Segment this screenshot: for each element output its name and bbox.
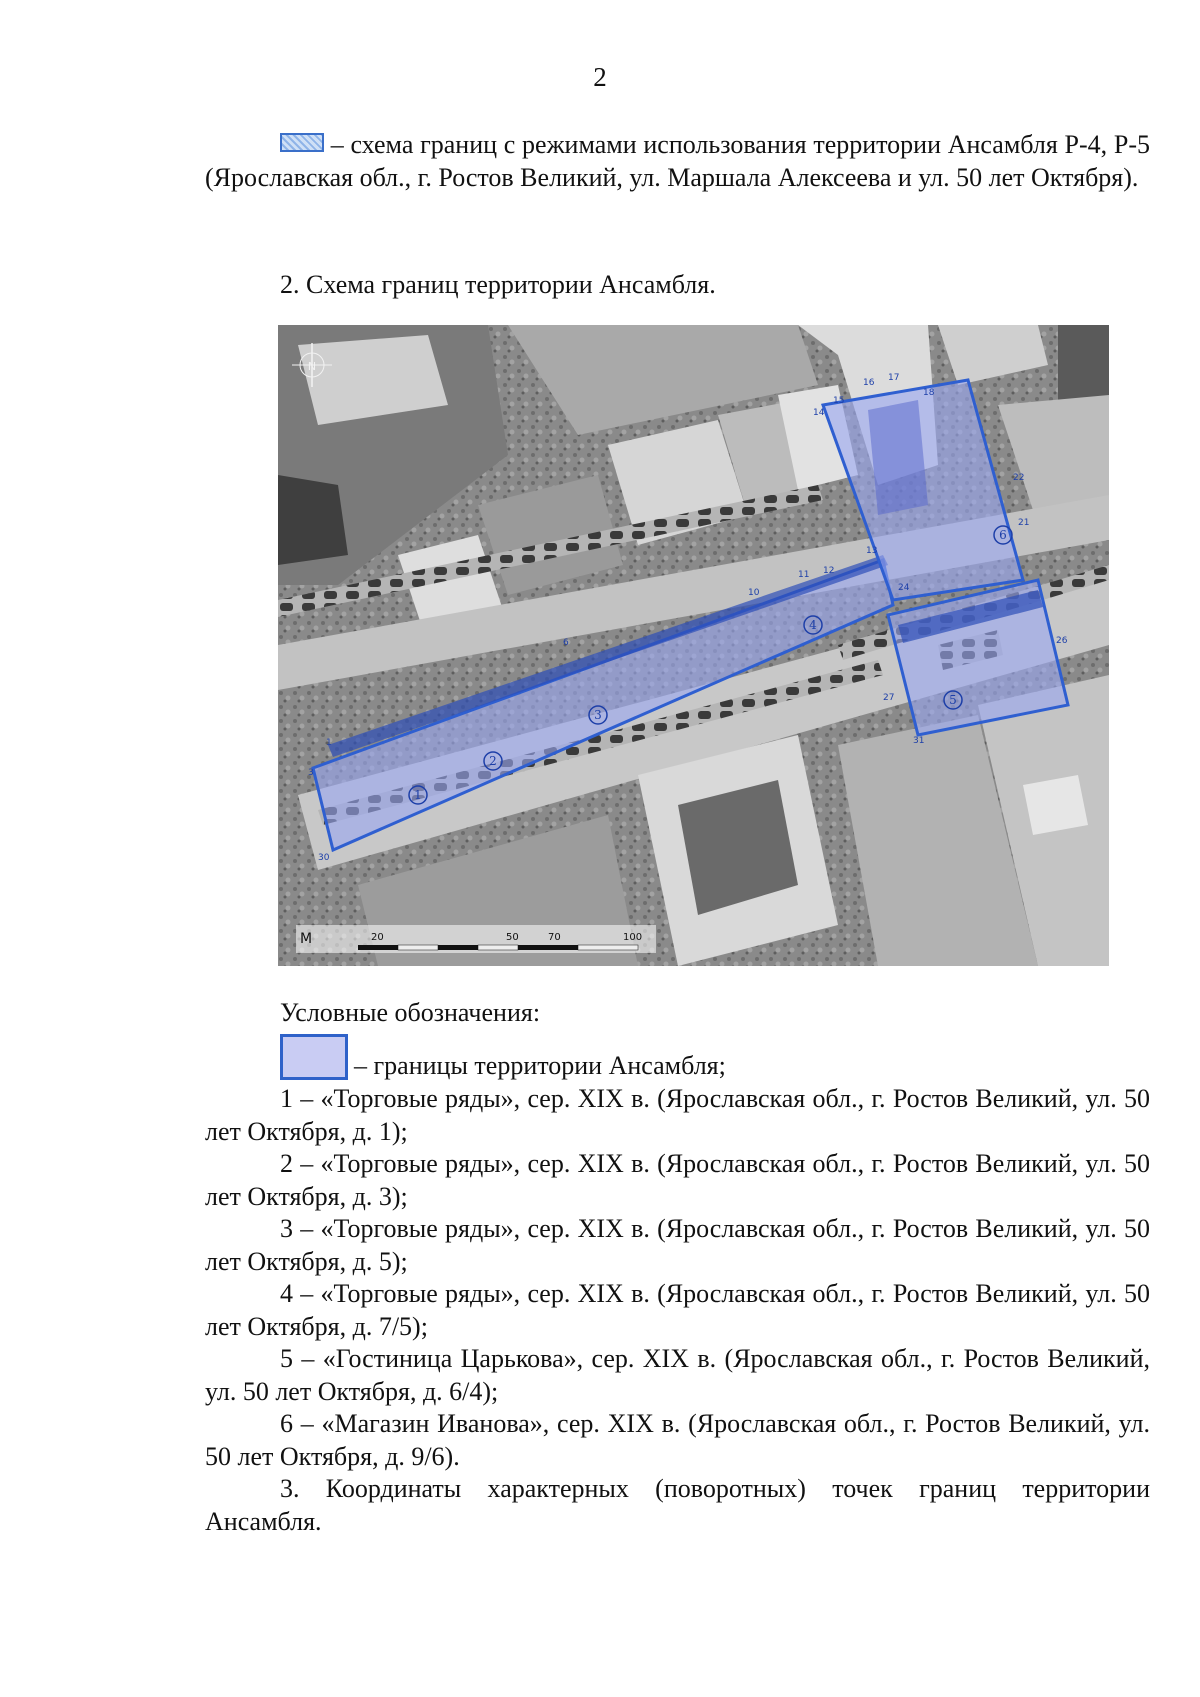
- boundary-point-label: 1: [326, 738, 332, 748]
- boundary-point-label: 30: [318, 853, 330, 863]
- scale-bar: [296, 925, 656, 953]
- boundary-point-label: 6: [563, 638, 569, 648]
- boundary-point-label: 11: [798, 570, 810, 580]
- object-number-label: 3: [594, 708, 602, 722]
- hatched-boundary-swatch-icon: [280, 133, 324, 152]
- boundary-point-label: 24: [898, 583, 910, 593]
- legend-item: 6 – «Магазин Иванова», сер. XIX в. (Ярославская обл., г. Ростов Великий, ул. 50 лет Октября, д. 9/6).: [205, 1409, 1150, 1471]
- object-number-label: 6: [999, 528, 1007, 542]
- boundary-fill-swatch-icon: [280, 1034, 348, 1080]
- scale-label: 50: [506, 932, 519, 943]
- legend-item: 2 – «Торговые ряды», сер. XIX в. (Ярославская обл., г. Ростов Великий, ул. 50 лет Октября, д. 3);: [205, 1149, 1150, 1211]
- boundary-point-label: 16: [863, 378, 875, 388]
- legend-boundary-label: – границы территории Ансамбля;: [354, 1051, 726, 1080]
- ensemble-boundary-map: [278, 325, 1109, 966]
- boundary-point-label: 17: [888, 373, 900, 383]
- legend-item: 3 – «Торговые ряды», сер. XIX в. (Ярославская обл., г. Ростов Великий, ул. 50 лет Октября, д. 5);: [205, 1214, 1150, 1276]
- hatch-legend-text: – схема границ с режимами использования территории Ансамбля Р-4, Р-5 (Ярославская обл., г. Ростов Великий, ул. Маршала Алексеева и ул. 50 лет Октября).: [205, 130, 1150, 192]
- boundary-point-label: 13: [866, 546, 878, 556]
- legend-items: [205, 1083, 1150, 1538]
- legend-item: 5 – «Гостиница Царькова», сер. XIX в. (Ярославская обл., г. Ростов Великий, ул. 50 лет Октября, д. 6/4);: [205, 1344, 1150, 1406]
- object-number-label: 1: [414, 788, 422, 802]
- aerial-map-image: [278, 325, 1109, 966]
- boundary-point-label: 21: [1018, 518, 1030, 528]
- boundary-point-label: 14: [813, 408, 825, 418]
- object-number-label: 5: [949, 693, 957, 707]
- hatch-legend-paragraph: [205, 128, 1150, 194]
- scale-label: М: [300, 931, 313, 947]
- boundary-point-label: 27: [883, 693, 895, 703]
- section-3-text: 3. Координаты характерных (поворотных) точек границ территории Ансамбля.: [205, 1474, 1150, 1536]
- boundary-point-label: 10: [748, 588, 760, 598]
- boundary-point-label: 12: [823, 566, 835, 576]
- object-number-label: 4: [809, 618, 817, 632]
- legend-title: Условные обозначения:: [280, 998, 541, 1027]
- legend-boundary-row: [280, 1034, 726, 1086]
- boundary-point-label: 22: [1013, 473, 1025, 483]
- scale-label: 100: [623, 932, 643, 943]
- boundary-point-label: 18: [923, 388, 935, 398]
- object-number-label: 2: [489, 754, 497, 768]
- section-2-heading: 2. Схема границ территории Ансамбля.: [280, 270, 716, 299]
- scale-label: 70: [548, 932, 561, 943]
- north-label: N: [307, 360, 317, 373]
- boundary-point-label: 31: [913, 736, 925, 746]
- boundary-point-label: 15: [833, 396, 845, 406]
- boundary-point-label: 26: [1056, 636, 1068, 646]
- page-number: 2: [593, 62, 607, 92]
- legend-item: 4 – «Торговые ряды», сер. XIX в. (Ярославская обл., г. Ростов Великий, ул. 50 лет Октября, д. 7/5);: [205, 1279, 1150, 1341]
- boundary-point-label: 3: [308, 768, 314, 778]
- scale-label: 20: [371, 932, 384, 943]
- legend-item: 1 – «Торговые ряды», сер. XIX в. (Ярославская обл., г. Ростов Великий, ул. 50 лет Октября, д. 1);: [205, 1084, 1150, 1146]
